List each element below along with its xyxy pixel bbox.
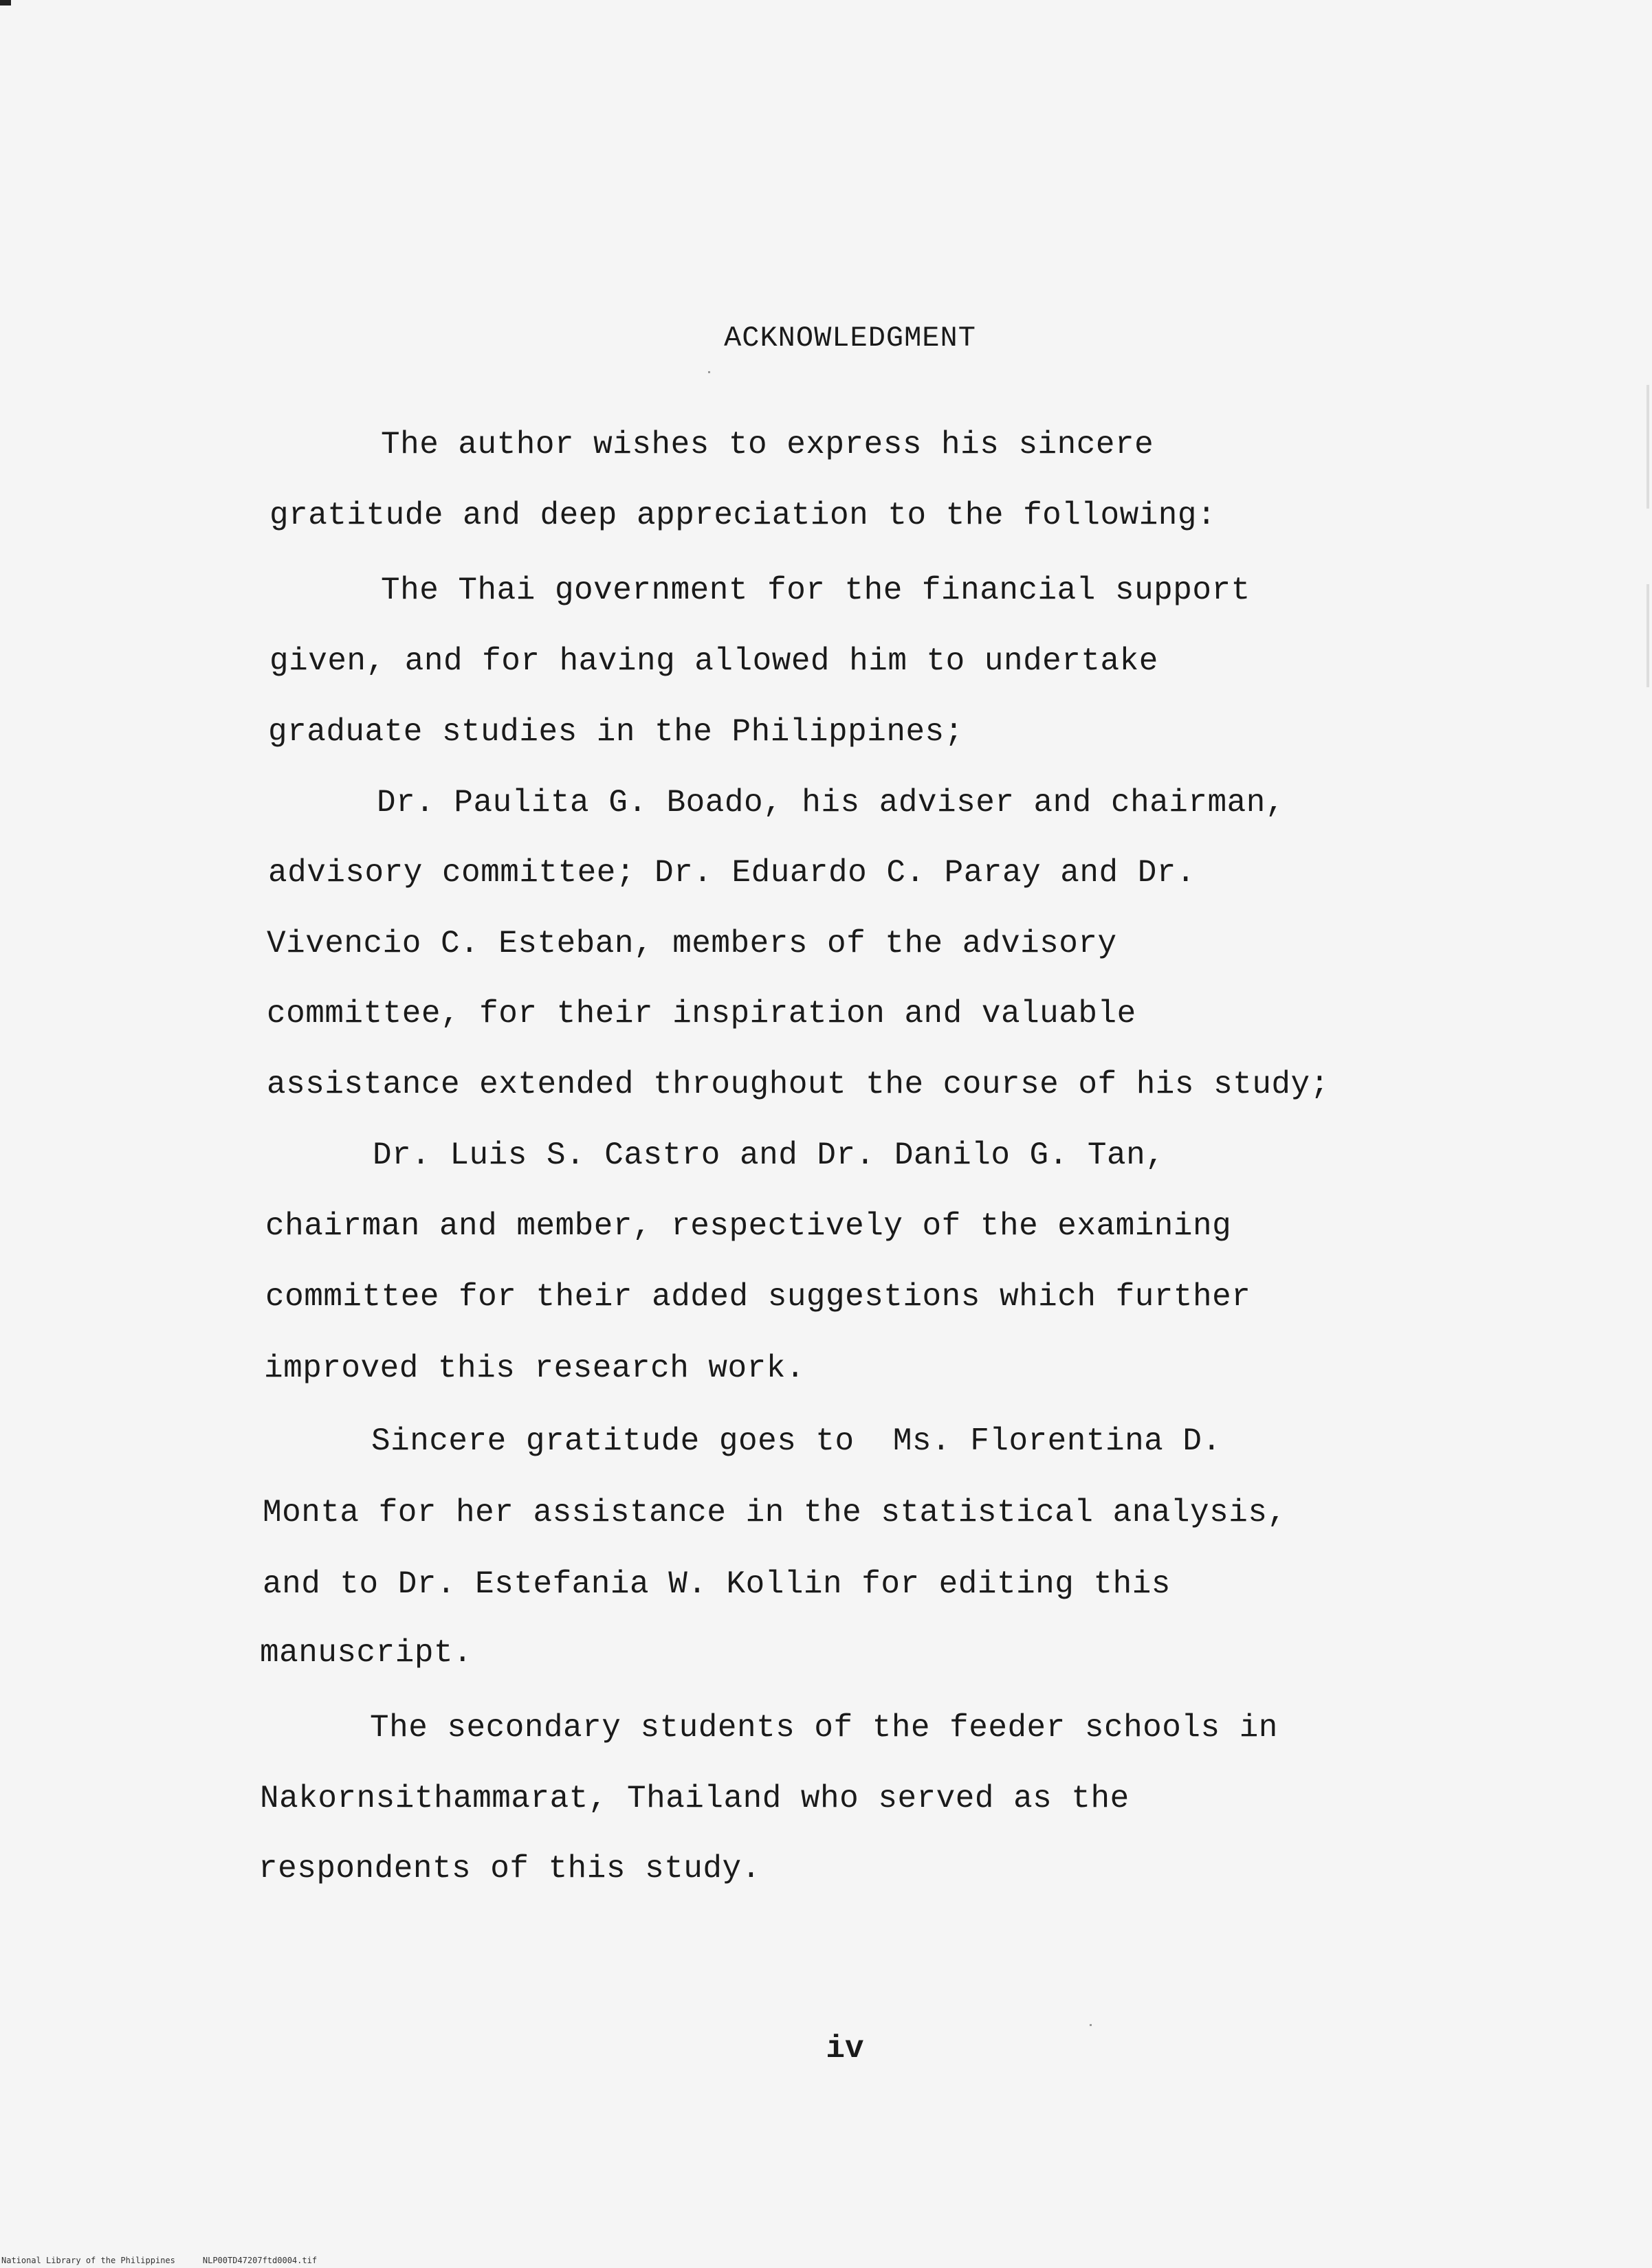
- scan-edge-noise: [1647, 385, 1649, 509]
- text-line: and to Dr. Estefania W. Kollin for editing this: [263, 1566, 1171, 1602]
- text-line: Vivencio C. Esteban, members of the advisory: [267, 926, 1117, 961]
- scan-edge-noise: [1647, 584, 1649, 687]
- footer-library: National Library of the Philippines: [1, 2256, 175, 2265]
- text-line: The secondary students of the feeder schools in: [370, 1710, 1278, 1746]
- text-line: Nakornsithammarat, Thailand who served as the: [260, 1781, 1130, 1816]
- scan-corner-mark: [0, 0, 11, 5]
- text-line: assistance extended throughout the course of his study;: [267, 1067, 1330, 1102]
- text-line: manuscript.: [260, 1635, 473, 1671]
- scan-footer: [1, 2256, 344, 2265]
- text-line: Dr. Luis S. Castro and Dr. Danilo G. Tan,: [373, 1137, 1165, 1173]
- text-line: The Thai government for the financial support: [381, 572, 1251, 608]
- page-title: ACKNOWLEDGMENT: [724, 322, 976, 355]
- text-line: respondents of this study.: [258, 1851, 761, 1887]
- scan-speck: [1090, 2024, 1092, 2026]
- page-number: iv: [826, 2031, 864, 2067]
- text-line: Dr. Paulita G. Boado, his adviser and chairman,: [377, 785, 1285, 821]
- text-line: chairman and member, respectively of the examining: [265, 1208, 1232, 1244]
- scan-speck: [708, 371, 710, 373]
- text-line: Sincere gratitude goes to Ms. Florentina D.: [371, 1423, 1222, 1459]
- text-line: committee for their added suggestions which further: [265, 1279, 1251, 1315]
- text-line: graduate studies in the Philippines;: [268, 714, 964, 750]
- text-line: given, and for having allowed him to undertake: [269, 643, 1158, 679]
- text-line: gratitude and deep appreciation to the following:: [269, 498, 1217, 533]
- footer-filename: NLP00TD47207ftd0004.tif: [202, 2256, 318, 2265]
- text-line: advisory committee; Dr. Eduardo C. Paray and Dr.: [268, 855, 1196, 891]
- text-line: Monta for her assistance in the statistical analysis,: [263, 1495, 1287, 1531]
- text-line: The author wishes to express his sincere: [381, 427, 1154, 463]
- text-line: committee, for their inspiration and valuable: [267, 996, 1136, 1032]
- text-line: improved this research work.: [264, 1350, 805, 1386]
